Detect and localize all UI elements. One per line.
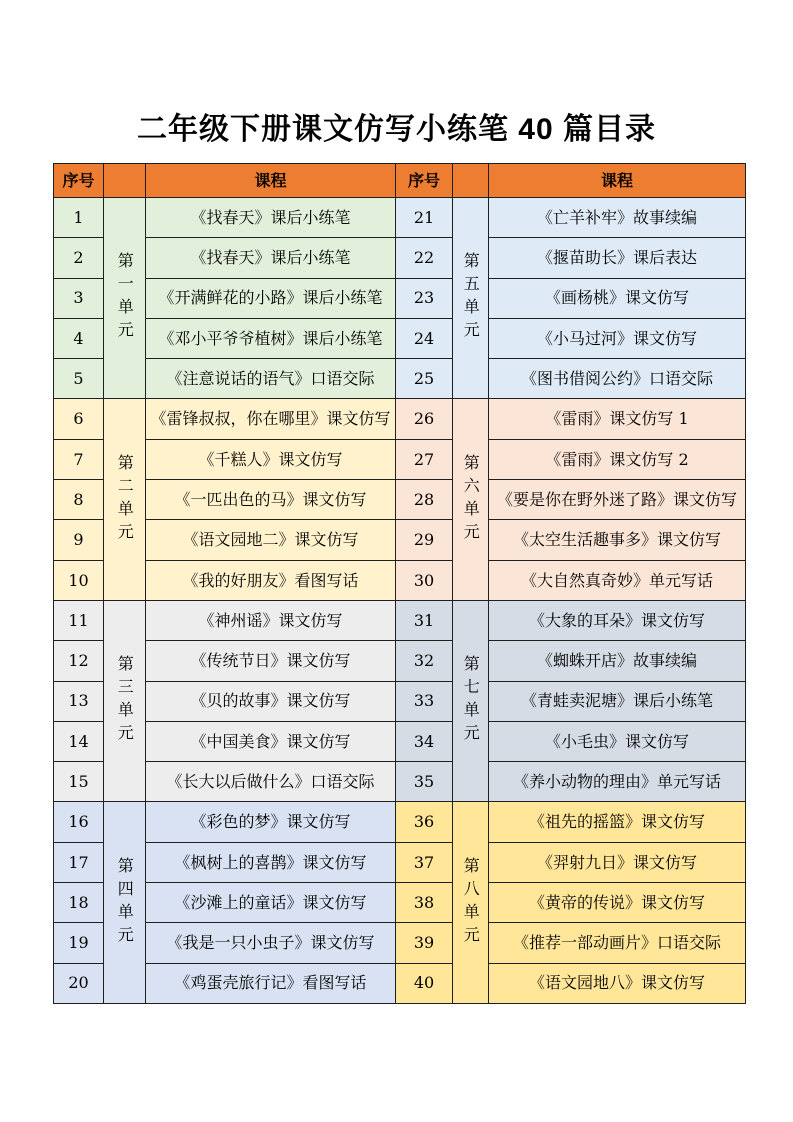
row-number-cell: 9	[54, 520, 104, 560]
course-cell: 《小马过河》课文仿写	[489, 319, 746, 359]
row-number-cell: 10	[54, 561, 104, 601]
row-number-cell: 30	[396, 561, 453, 601]
row-number-cell: 33	[396, 682, 453, 722]
course-cell: 《画杨桃》课文仿写	[489, 279, 746, 319]
header-num: 序号	[396, 164, 453, 198]
course-cell: 《亡羊补牢》故事续编	[489, 198, 746, 238]
toc-table	[53, 163, 746, 1004]
course-cell: 《我是一只小虫子》课文仿写	[146, 923, 396, 963]
row-number-cell: 32	[396, 641, 453, 681]
row-number-cell: 16	[54, 802, 104, 842]
course-cell: 《羿射九日》课文仿写	[489, 843, 746, 883]
unit-cell: 第二单元	[104, 399, 146, 600]
course-cell: 《一匹出色的马》课文仿写	[146, 480, 396, 520]
course-cell: 《推荐一部动画片》口语交际	[489, 923, 746, 963]
row-number-cell: 26	[396, 399, 453, 439]
course-cell: 《中国美食》课文仿写	[146, 722, 396, 762]
row-number-cell: 2	[54, 238, 104, 278]
course-cell: 《沙滩上的童话》课文仿写	[146, 883, 396, 923]
row-number-cell: 6	[54, 399, 104, 439]
course-cell: 《小毛虫》课文仿写	[489, 722, 746, 762]
row-number-cell: 29	[396, 520, 453, 560]
row-number-cell: 3	[54, 279, 104, 319]
header-unit	[453, 164, 489, 198]
row-number-cell: 27	[396, 440, 453, 480]
course-cell: 《鸡蛋壳旅行记》看图写话	[146, 964, 396, 1004]
course-cell: 《雷雨》课文仿写 2	[489, 440, 746, 480]
row-number-cell: 28	[396, 480, 453, 520]
row-number-cell: 18	[54, 883, 104, 923]
course-cell: 《彩色的梦》课文仿写	[146, 802, 396, 842]
row-number-cell: 20	[54, 964, 104, 1004]
course-cell: 《祖先的摇篮》课文仿写	[489, 802, 746, 842]
row-number-cell: 40	[396, 964, 453, 1004]
course-cell: 《养小动物的理由》单元写话	[489, 762, 746, 802]
row-number-cell: 19	[54, 923, 104, 963]
row-number-cell: 37	[396, 843, 453, 883]
row-number-cell: 12	[54, 641, 104, 681]
course-cell: 《图书借阅公约》口语交际	[489, 359, 746, 399]
row-number-cell: 34	[396, 722, 453, 762]
row-number-cell: 22	[396, 238, 453, 278]
course-cell: 《雷锋叔叔，你在哪里》课文仿写	[146, 399, 396, 439]
course-cell: 《开满鲜花的小路》课后小练笔	[146, 279, 396, 319]
header-course: 课程	[146, 164, 396, 198]
unit-cell: 第四单元	[104, 802, 146, 1003]
course-cell: 《我的好朋友》看图写话	[146, 561, 396, 601]
course-cell: 《邓小平爷爷植树》课后小练笔	[146, 319, 396, 359]
row-number-cell: 17	[54, 843, 104, 883]
row-number-cell: 25	[396, 359, 453, 399]
course-cell: 《长大以后做什么》口语交际	[146, 762, 396, 802]
unit-cell: 第八单元	[453, 802, 489, 1003]
row-number-cell: 24	[396, 319, 453, 359]
row-number-cell: 23	[396, 279, 453, 319]
row-number-cell: 5	[54, 359, 104, 399]
row-number-cell: 11	[54, 601, 104, 641]
unit-cell: 第七单元	[453, 601, 489, 802]
header-num: 序号	[54, 164, 104, 198]
course-cell: 《太空生活趣事多》课文仿写	[489, 520, 746, 560]
row-number-cell: 36	[396, 802, 453, 842]
course-cell: 《蜘蛛开店》故事续编	[489, 641, 746, 681]
row-number-cell: 21	[396, 198, 453, 238]
row-number-cell: 13	[54, 682, 104, 722]
page-title: 二年级下册课文仿写小练笔 40 篇目录	[136, 113, 657, 146]
course-cell: 《黄帝的传说》课文仿写	[489, 883, 746, 923]
course-cell: 《雷雨》课文仿写 1	[489, 399, 746, 439]
row-number-cell: 7	[54, 440, 104, 480]
course-cell: 《找春天》课后小练笔	[146, 238, 396, 278]
unit-cell: 第五单元	[453, 198, 489, 399]
course-cell: 《大象的耳朵》课文仿写	[489, 601, 746, 641]
unit-cell: 第六单元	[453, 399, 489, 600]
row-number-cell: 4	[54, 319, 104, 359]
course-cell: 《千糕人》课文仿写	[146, 440, 396, 480]
course-cell: 《揠苗助长》课后表达	[489, 238, 746, 278]
course-cell: 《大自然真奇妙》单元写话	[489, 561, 746, 601]
course-cell: 《注意说话的语气》口语交际	[146, 359, 396, 399]
course-cell: 《枫树上的喜鹊》课文仿写	[146, 843, 396, 883]
row-number-cell: 35	[396, 762, 453, 802]
row-number-cell: 38	[396, 883, 453, 923]
row-number-cell: 8	[54, 480, 104, 520]
row-number-cell: 1	[54, 198, 104, 238]
course-cell: 《青蛙卖泥塘》课后小练笔	[489, 682, 746, 722]
course-cell: 《要是你在野外迷了路》课文仿写	[489, 480, 746, 520]
course-cell: 《语文园地八》课文仿写	[489, 964, 746, 1004]
course-cell: 《神州谣》课文仿写	[146, 601, 396, 641]
course-cell: 《传统节日》课文仿写	[146, 641, 396, 681]
unit-cell: 第三单元	[104, 601, 146, 802]
row-number-cell: 31	[396, 601, 453, 641]
row-number-cell: 15	[54, 762, 104, 802]
header-course: 课程	[489, 164, 746, 198]
unit-cell: 第一单元	[104, 198, 146, 399]
header-unit	[104, 164, 146, 198]
course-cell: 《贝的故事》课文仿写	[146, 682, 396, 722]
row-number-cell: 39	[396, 923, 453, 963]
row-number-cell: 14	[54, 722, 104, 762]
course-cell: 《语文园地二》课文仿写	[146, 520, 396, 560]
course-cell: 《找春天》课后小练笔	[146, 198, 396, 238]
